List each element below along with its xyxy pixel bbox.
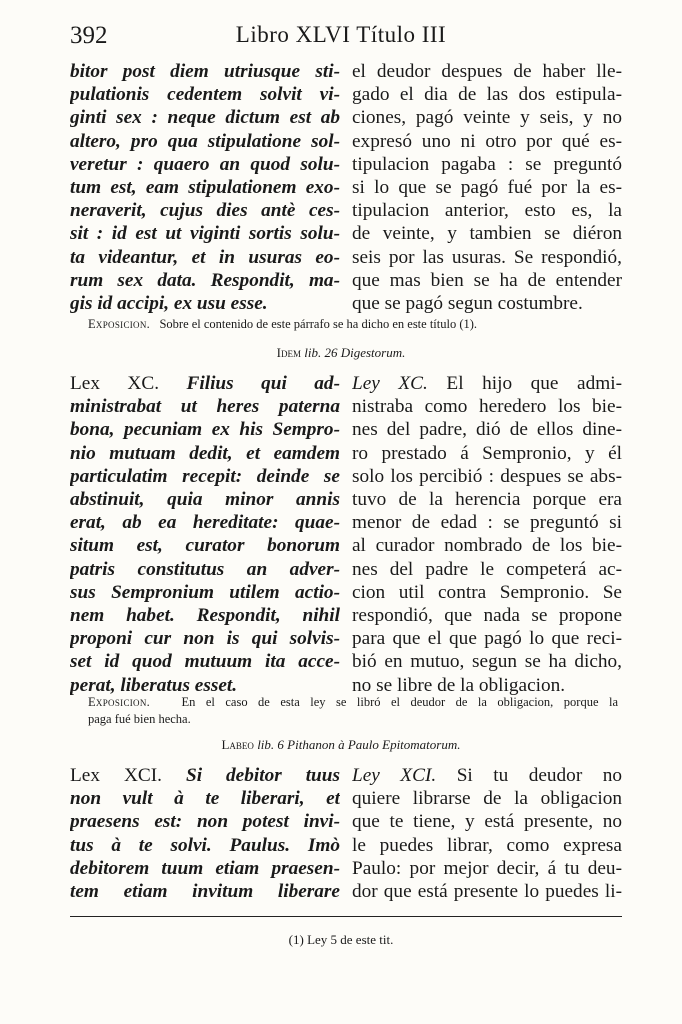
- text-line: tum est, eam stipulationem exo-: [70, 177, 340, 199]
- text-line: si lo que se pagó fué por la es-: [352, 177, 622, 199]
- lex-heading: Lex XCI.: [70, 765, 162, 786]
- latin-lines: [70, 395, 340, 697]
- attribution-source: lib. 26 Digestorum.: [304, 345, 406, 360]
- spanish-column: [352, 372, 622, 697]
- text-line: rum sex data. Respondit, ma-: [70, 269, 340, 291]
- text-line: paga fué bien hecha.: [88, 712, 191, 726]
- text-line: nio mutuam dedit, et eamdem: [70, 442, 340, 464]
- text-line: expresó uno ni otro por qué es-: [352, 130, 622, 152]
- attribution-source: lib. 6 Pithanon à Paulo Epitomatorum.: [257, 737, 461, 752]
- text-line: ro prestado á Sempronio, y él: [352, 442, 622, 464]
- text-line: quiere librarse de la obligacion: [352, 788, 622, 810]
- text-line: patris constitutus an adver-: [70, 558, 340, 580]
- text-line: [88, 694, 618, 711]
- attribution-name: Idem: [276, 345, 301, 360]
- text-line: para que el que pagó lo que reci-: [352, 628, 622, 650]
- text-line: menor de edad : se preguntó si: [352, 512, 622, 534]
- exposicion-note-2: [88, 694, 618, 728]
- text-line: nem habet. Respondit, nihil: [70, 605, 340, 627]
- latin-column: [70, 60, 340, 315]
- text-line: bió en mutuo, segun se ha dicho,: [352, 651, 622, 673]
- latin-column: [70, 764, 340, 903]
- text-line: particulatim recepit: deinde se: [70, 465, 340, 487]
- exposicion-label: Exposicion.: [88, 695, 151, 709]
- spanish-lines: [352, 787, 622, 903]
- text-line: gis id accipi, ex usu esse.: [70, 293, 268, 315]
- attribution-labeo: [0, 737, 682, 753]
- text-line: neraverit, cujus dies antè ces-: [70, 200, 340, 222]
- exposicion-text: Sobre el contenido de este párrafo se ha dicho en este título (1).: [159, 317, 478, 331]
- text-line: [352, 764, 622, 787]
- page-number: 392: [70, 22, 108, 49]
- text-line: de veinte, y tambien se diéron: [352, 223, 622, 245]
- spanish-column: [352, 764, 622, 903]
- text-line: debitorem tuum etiam praesen-: [70, 857, 340, 879]
- text-line: altero, pro qua stipulatione sol-: [70, 130, 340, 152]
- text-line: el deudor despues de haber lle-: [352, 61, 622, 82]
- text-line: tus à te solvi. Paulus. Imò: [70, 834, 340, 856]
- text-line: situm est, curator bonorum: [70, 535, 340, 557]
- text-fragment: Filius qui ad-: [186, 373, 340, 394]
- text-line: nistraba como heredero los bie-: [352, 396, 622, 418]
- ley-heading: Ley XC.: [352, 373, 428, 394]
- section1-columns: [70, 60, 622, 315]
- text-line: sus Sempronium utilem actio-: [70, 581, 340, 603]
- latin-column: [70, 372, 340, 697]
- text-line: pulationis cedentem solvit vi-: [70, 84, 340, 106]
- text-line: abstinuit, quia minor annis: [70, 489, 340, 511]
- text-line: tipulacion anterior, esto es, la: [352, 200, 622, 222]
- text-line: Paulo: por mejor decir, á tu deu-: [352, 857, 622, 879]
- text-line: ta videantur, et in usuras eo-: [70, 246, 340, 268]
- text-line: seis por las usuras. Se respondió,: [352, 246, 622, 268]
- text-line: respondió, que nada se propone: [352, 605, 622, 627]
- text-fragment: Si tu deudor no: [456, 765, 622, 786]
- text-line: erat, ab ea hereditate: quae-: [70, 512, 340, 534]
- text-line: nes del padre, dió de ellos dine-: [352, 419, 622, 441]
- text-line: veretur : quaero an quod solu-: [70, 153, 340, 175]
- lex-heading: Lex XC.: [70, 373, 160, 394]
- text-line: [70, 764, 340, 787]
- spanish-column: [352, 60, 622, 315]
- text-line: ciones, pagó veinte y seis, y no: [352, 107, 622, 129]
- text-line: bitor post diem utriusque sti-: [70, 61, 340, 82]
- text-line: solo los percibió : despues se abs-: [352, 465, 622, 487]
- text-line: tem etiam invitum liberare: [70, 881, 340, 903]
- latin-lines: [70, 787, 340, 903]
- text-line: tipulacion pagaba : se preguntó: [352, 153, 622, 175]
- text-line: dor que está presente lo puedes li-: [352, 881, 622, 903]
- text-line: al curador nombrado de los bie-: [352, 535, 622, 557]
- exposicion-note-1: [88, 316, 618, 333]
- attribution-idem: [0, 345, 682, 361]
- text-line: le puedes librar, como expresa: [352, 834, 622, 856]
- text-line: tuvo de la herencia porque era: [352, 489, 622, 511]
- text-fragment: Si debitor tuus: [185, 765, 340, 786]
- section2-columns: [70, 372, 622, 697]
- text-line: nes del padre le competerá ac-: [352, 558, 622, 580]
- text-line: [70, 372, 340, 395]
- footnote: (1) Ley 5 de este tit.: [288, 932, 394, 947]
- text-fragment: El hijo que admi-: [446, 373, 622, 394]
- exposicion-label: Exposicion.: [88, 317, 151, 331]
- text-line: no se libre de la obligacion.: [352, 674, 566, 696]
- text-line: que te tiene, y está presente, no: [352, 811, 622, 833]
- text-line: perat, liberatus esset.: [70, 674, 238, 696]
- text-line: non vult à te liberari, et: [70, 788, 340, 810]
- text-line: ginti sex : neque dictum est ab: [70, 107, 340, 129]
- text-line: cion util contra Sempronio. Se: [352, 581, 622, 603]
- text-line: gado el dia de las dos estipula-: [352, 84, 622, 106]
- attribution-name: Labeo: [221, 737, 254, 752]
- text-line: que mas bien se ha de entender: [352, 269, 622, 291]
- spanish-lines: [352, 395, 622, 697]
- ley-heading: Ley XCI.: [352, 765, 437, 786]
- running-head: Libro XLVI Título III: [235, 22, 447, 47]
- text-line: praesens est: non potest invi-: [70, 811, 340, 833]
- section3-columns: [70, 764, 622, 903]
- text-line: set id quod mutuum ita acce-: [70, 651, 340, 673]
- text-line: ministrabat ut heres paterna: [70, 396, 340, 418]
- text-line: [352, 372, 622, 395]
- text-line: sit : id est ut viginti sortis solu-: [70, 223, 340, 245]
- text-line: proponi cur non is qui solvis-: [70, 628, 340, 650]
- text-line: bona, pecuniam ex his Sempro-: [70, 419, 340, 441]
- footnote-divider: [70, 916, 622, 917]
- text-line: que se pagó segun costumbre.: [352, 293, 583, 315]
- exposicion-text: En el caso de esta ley se libró el deudor de la obligacion, porque la: [181, 695, 618, 709]
